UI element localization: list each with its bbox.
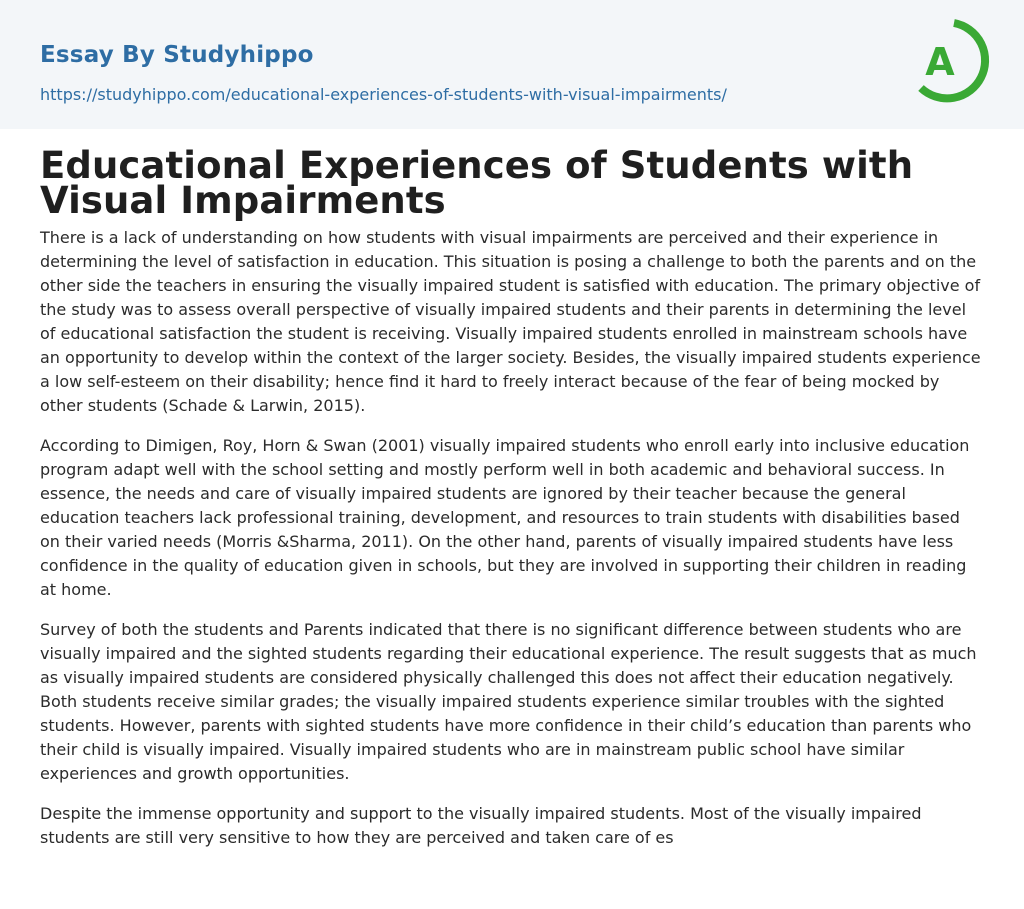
- site-header: [0, 0, 1024, 129]
- article-title: Educational Experiences of Students with Visual Impairments: [40, 144, 914, 222]
- logo-icon[interactable]: [904, 18, 990, 104]
- page-url[interactable]: https://studyhippo.com/educational-experiences-of-students-with-visual-impairments/: [40, 85, 727, 104]
- article-paragraph: Despite the immense opportunity and support to the visually impaired students. Most of the visually impaired students are still very sensitive to how they are perceived and taken care of es: [40, 804, 922, 847]
- article-paragraph: Survey of both the students and Parents indicated that there is no significant difference between students who are visually impaired and the sighted students regarding their educational experience. The result suggests that as much as visually impaired students are considered physically challenged this does not affect their education negatively. Both students receive similar grades; the visually impaired students experience similar troubles with the sighted students. However, parents with sighted students have more confidence in their child’s education than parents who their child is visually impaired. Visually impaired students who are in mainstream public school have similar experiences and growth opportunities.: [40, 620, 977, 783]
- article: [40, 144, 984, 866]
- logo-letter: A: [925, 40, 955, 84]
- article-paragraph: According to Dimigen, Roy, Horn & Swan (2001) visually impaired students who enroll early into inclusive education program adapt well with the school setting and mostly perform well in both academic and behavioral success. In essence, the needs and care of visually impaired students are ignored by their teacher because the general education teachers lack professional training, development, and resources to train students with disabilities based on their varied needs (Morris &Sharma, 2011). On the other hand, parents of visually impaired students have less confidence in the quality of education given in schools, but they are involved in supporting their children in reading at home.: [40, 436, 970, 599]
- article-paragraph: There is a lack of understanding on how students with visual impairments are perceived and their experience in determining the level of satisfaction in education. This situation is posing a challenge to both the parents and on the other side the teachers in ensuring the visually impaired student is satisfied with education. The primary objective of the study was to assess overall perspective of visually impaired students and their parents in determining the level of educational satisfaction the student is receiving. Visually impaired students enrolled in mainstream schools have an opportunity to develop within the context of the larger society. Besides, the visually impaired students experience a low self-esteem on their disability; hence find it hard to freely interact because of the fear of being mocked by other students (Schade & Larwin, 2015).: [40, 228, 981, 415]
- site-brand[interactable]: Essay By Studyhippo: [40, 42, 314, 68]
